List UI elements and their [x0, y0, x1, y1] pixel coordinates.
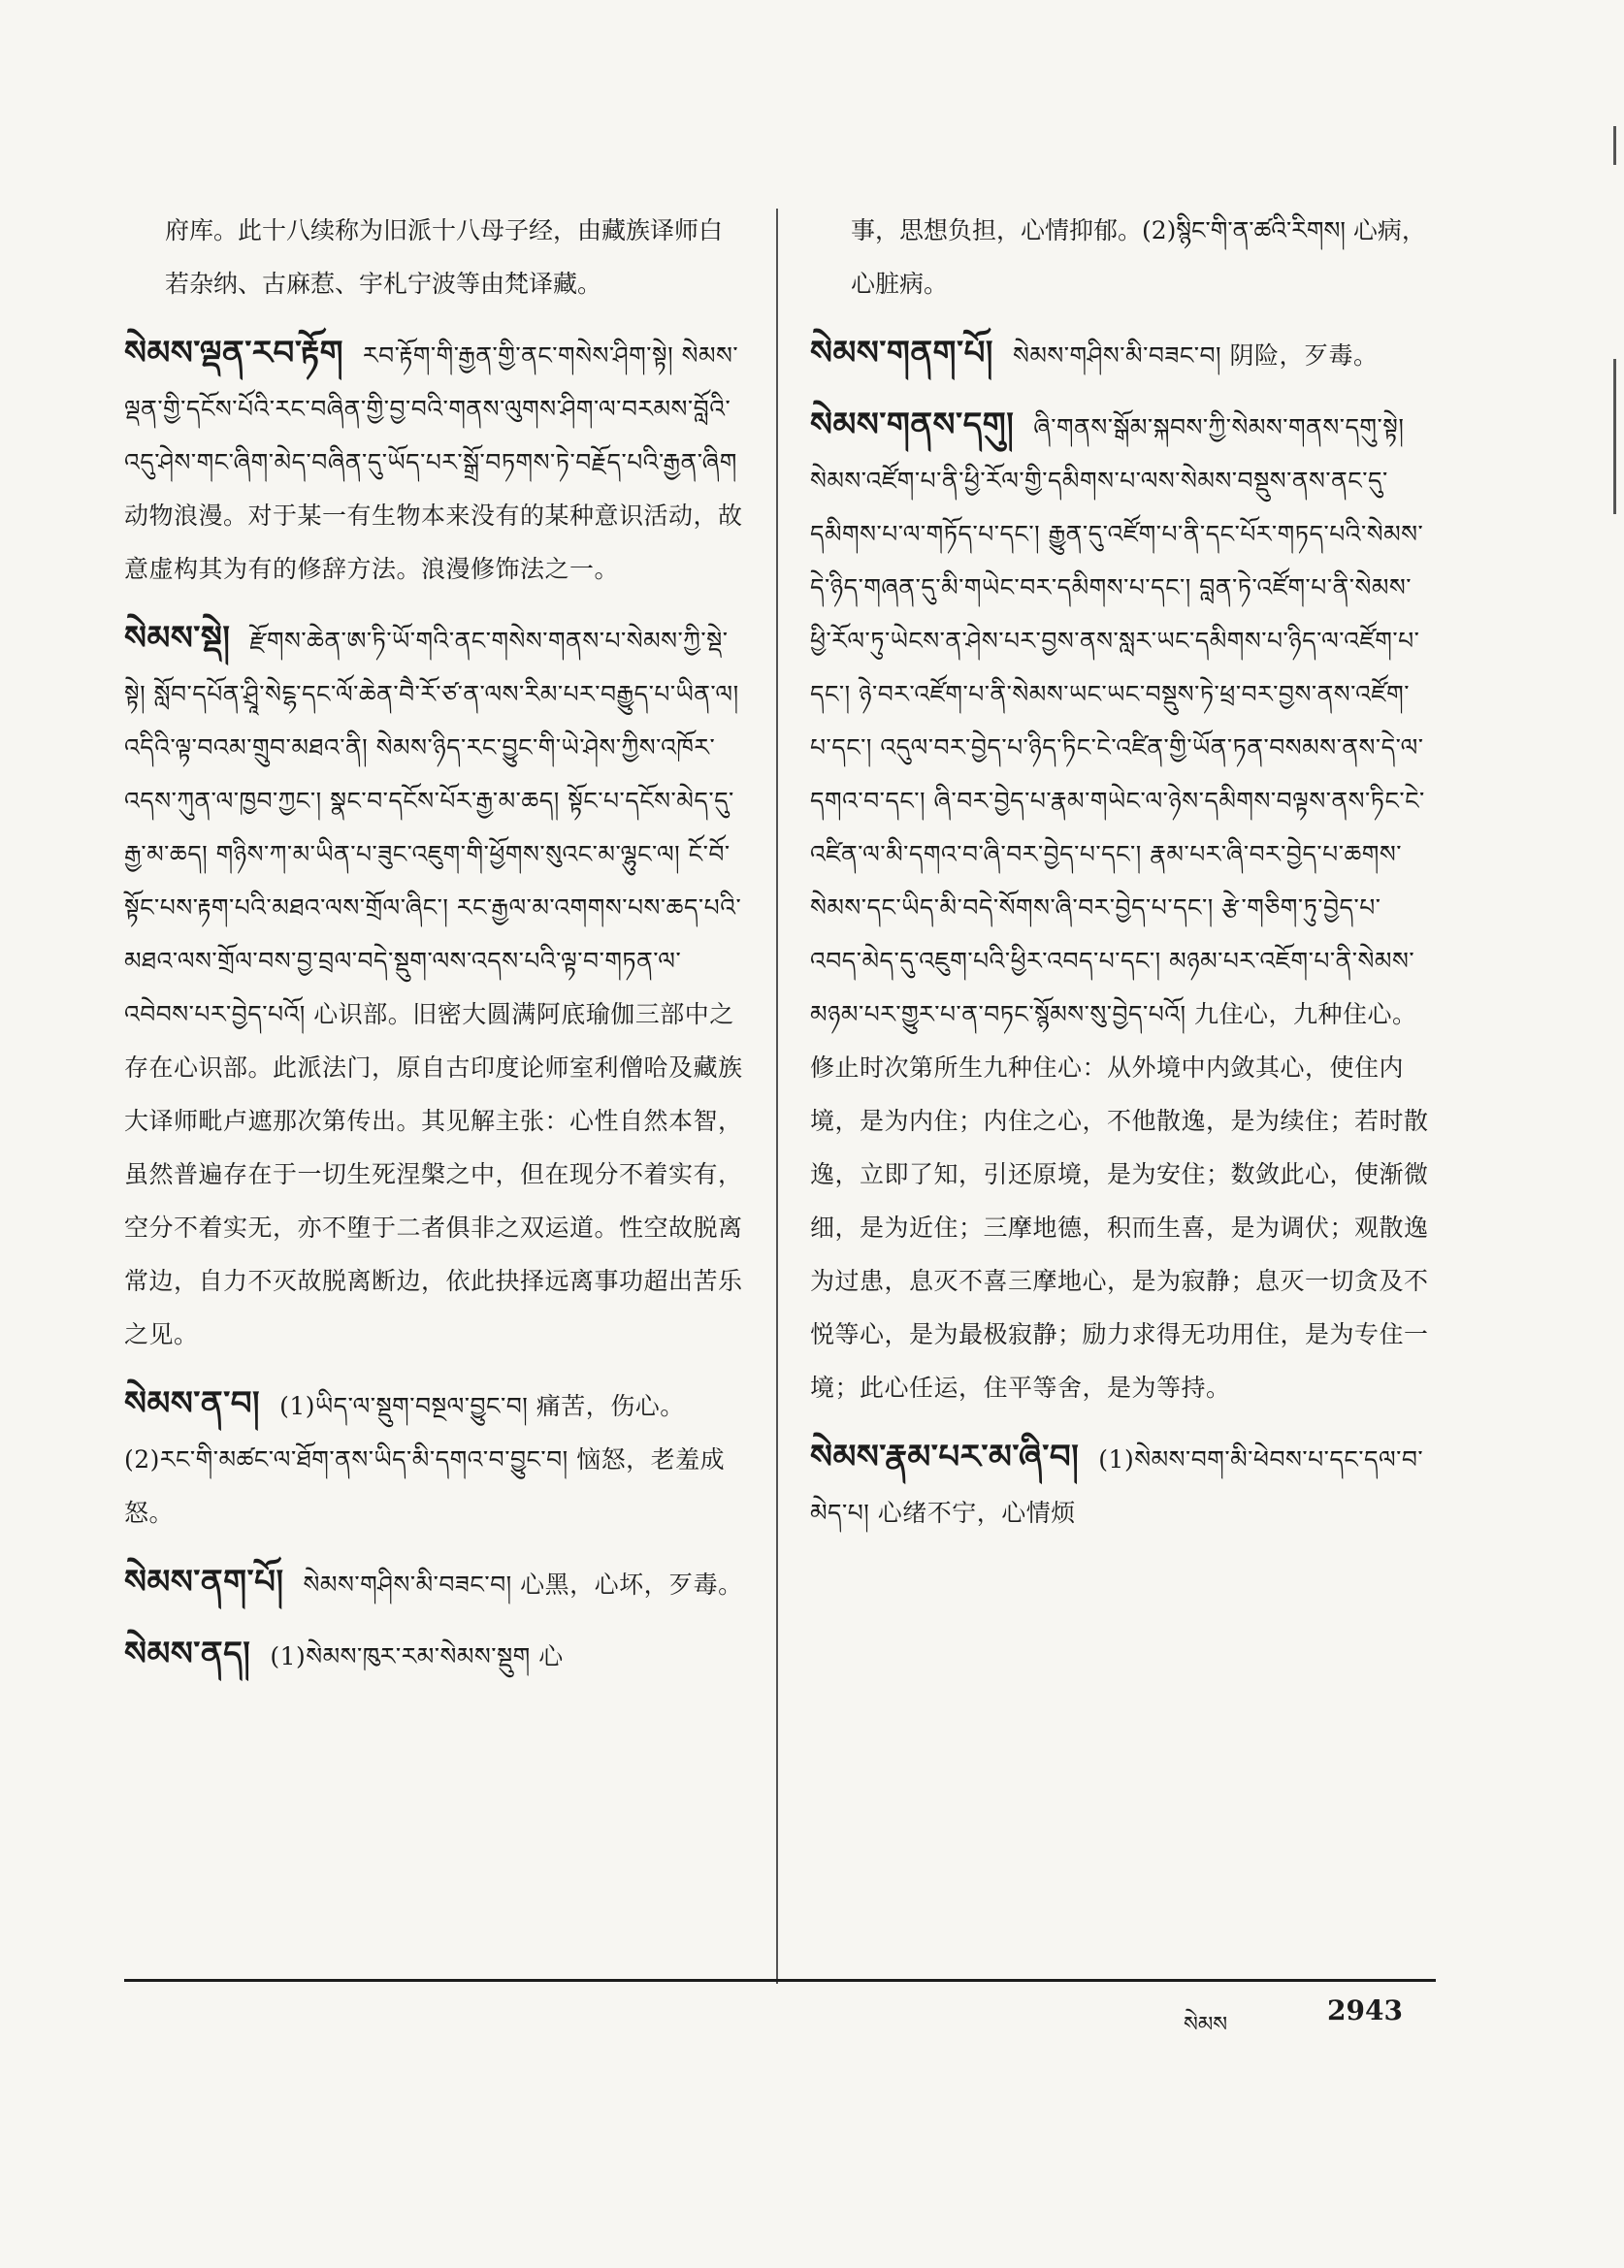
footer-rule [124, 1979, 1436, 1982]
entry [124, 1378, 745, 1539]
headword: སེམས་ནད། [124, 1635, 251, 1673]
headword: སེམས་ལྡན་རབ་རྟོག [124, 334, 344, 373]
entry [124, 1629, 745, 1683]
page-number: 2943 [1327, 1994, 1403, 2026]
headword: སེམས་རྣམ་པར་མ་ཞི་བ། [810, 1438, 1080, 1476]
entry-text: རྫོགས་ཆེན་ཨ་ཏི་ཡོ་གའི་ནང་གསེས་གནས་པ་སེམས་ཀྱི་སྡེ་སྟེ། སློབ་དཔོན་ཤྲཱི་སེངྷ་དང་ལོ་ཆེན་བཻ་རོ་ཙ་ན་ལས་རིམ་པར་བརྒྱུད་པ་ཡིན་ལ། འདིའི་ལྟ་བའམ་གྲུབ་མཐའ་ནི། སེམས་ཉིད་རང་བྱུང་གི་ཡེ་ཤེས་ཀྱིས་འཁོར་འདས་ཀུན་ལ་ཁྱབ་ཀྱང་། སྣང་བ་དངོས་པོར་རྒྱ་མ་ཆད། སྟོང་པ་དངོས་མེད་དུ་རྒྱ་མ་ཆད། གཉིས་ཀ་མ་ཡིན་པ་ཟུང་འཇུག་གི་ཕྱོགས་སུའང་མ་ལྷུང་ལ། ངོ་བོ་སྟོང་པས་རྟག་པའི་མཐའ་ལས་གྲོལ་ཞིང་། རང་རྒྱལ་མ་འགགས་པས་ཆད་པའི་མཐའ་ལས་གྲོལ་བས་བྱ་བྲལ་བདེ་སྡུག་ལས་འདས་པའི་ལྟ་བ་གཏན་ལ་འབེབས་པར་བྱེད་པའོ། 心识部。旧密大圆满阿底瑜伽三部中之存在心识部。此派法门，原自古印度论师室利僧哈及藏族大译师毗卢遮那次第传出。其见解主张：心性自然本智，虽然普遍存在于一切生死涅槃之中，但在现分不着实有，空分不着实无，亦不堕于二者俱非之双运道。性空故脱离常边，自力不灭故脱离断边，依此抉择远离事功超出苦乐之见。 [124, 627, 743, 1348]
entry-text: (1)ཡིད་ལ་སྡུག་བསྔལ་བྱུང་བ། 痛苦，伤心。(2)རང་གི་མཚང་ལ་ཐོག་ནས་ཡིད་མི་དགའ་བ་བྱུང་བ། 恼怒，老羞成怒。 [124, 1392, 726, 1527]
entry [124, 613, 745, 1361]
entry [810, 1432, 1431, 1539]
headword: སེམས་ནག་པོ། [124, 1563, 284, 1602]
headword: སེམས་གནག་པོ། [810, 334, 993, 373]
margin-mark [1613, 359, 1616, 514]
right-column [810, 204, 1431, 1557]
entry [810, 400, 1431, 1414]
entry [810, 328, 1431, 382]
entry-text: (1)སེམས་ཁུར་རམ་སེམས་སྡུག 心 [270, 1642, 564, 1670]
left-column [124, 204, 745, 1701]
entry-text: ཞི་གནས་སྒོམ་སྐབས་ཀྱི་སེམས་གནས་དགུ་སྟེ། སེམས་འཛོག་པ་ནི་ཕྱི་རོལ་གྱི་དམིགས་པ་ལས་སེམས་བསྡུས་ནས་ནང་དུ་དམིགས་པ་ལ་གཏོད་པ་དང་། རྒྱུན་དུ་འཛོག་པ་ནི་དང་པོར་གཏད་པའི་སེམས་དེ་ཉིད་གཞན་དུ་མི་གཡེང་བར་དམིགས་པ་དང་། བླན་ཏེ་འཛོག་པ་ནི་སེམས་ཕྱི་རོལ་ཏུ་ཡེངས་ན་ཤེས་པར་བྱས་ནས་སླར་ཡང་དམིགས་པ་ཉིད་ལ་འཛོག་པ་དང་། ཉེ་བར་འཛོག་པ་ནི་སེམས་ཡང་ཡང་བསྡུས་ཏེ་ཕྲ་བར་བྱས་ནས་འཛོག་པ་དང་། འདུལ་བར་བྱེད་པ་ཉིད་ཏིང་ངེ་འཛིན་གྱི་ཡོན་ཏན་བསམས་ནས་དེ་ལ་དགའ་བ་དང་། ཞི་བར་བྱེད་པ་རྣམ་གཡེང་ལ་ཉེས་དམིགས་བལྟས་ནས་ཏིང་ངེ་འཛིན་ལ་མི་དགའ་བ་ཞི་བར་བྱེད་པ་དང་། རྣམ་པར་ཞི་བར་བྱེད་པ་ཆགས་སེམས་དང་ཡིད་མི་བདེ་སོགས་ཞི་བར་བྱེད་པ་དང་། རྩེ་གཅིག་ཏུ་བྱེད་པ་འབད་མེད་དུ་འཇུག་པའི་ཕྱིར་འབད་པ་དང་། མཉམ་པར་འཇོག་པ་ནི་སེམས་མཉམ་པར་གྱུར་པ་ན་བཏང་སྙོམས་སུ་བྱེད་པའོ། 九住心，九种住心。修止时次第所生九种住心：从外境中内敛其心，使住内境，是为内住；内住之心，不他散逸，是为续住；若时散逸，立即了知，引还原境，是为安住；数敛此心，使渐微细，是为近住；三摩地德，积而生喜，是为调伏；观散逸为过患，息灭不喜三摩地心，是为寂静；息灭一切贪及不悦等心，是为最极寂静；励力求得无功用住，是为专住一境；此心任运，住平等舍，是为等持。 [810, 413, 1429, 1402]
margin-mark [1613, 126, 1616, 165]
headword: སེམས་ན་བ། [124, 1384, 261, 1423]
entry [124, 1557, 745, 1611]
entry [124, 328, 745, 596]
running-head: སེམས [1184, 2013, 1228, 2037]
headword: སེམས་གནས་དགུ། [810, 405, 1015, 444]
entry-text: རབ་རྟོག་གི་རྒྱན་གྱི་ནང་གསེས་ཤིག་སྟེ། སེམས་ལྡན་གྱི་དངོས་པོའི་རང་བཞིན་གྱི་བྱ་བའི་གནས་ལུགས་ཤིག་ལ་བརམས་བློའི་འདུ་ཤེས་གང་ཞིག་མེད་བཞིན་དུ་ཡོད་པར་སྒྲོ་བཏགས་ཏེ་བརྗོད་པའི་རྒྱན་ཞིག 动物浪漫。对于某一有生物本来没有的某种意识活动，故意虚构其为有的修辞方法。浪漫修饰法之一。 [124, 341, 743, 583]
entry-text: 事，思想负担，心情抑郁。(2)སྙིང་གི་ན་ཚའི་རིགས། 心病，心脏病。 [851, 216, 1426, 298]
entry-text: སེམས་གཤིས་མི་བཟང་བ། 阴险，歹毒。 [1012, 341, 1379, 370]
headword: སེམས་སྡེ། [124, 619, 231, 658]
entry-text: (1)སེམས་བག་མི་ཕེབས་པ་དང་དལ་བ་མེད་པ། 心绪不宁，心情烦 [810, 1445, 1424, 1527]
entry-continuation [124, 204, 745, 310]
entry-text: སེམས་གཤིས་མི་བཟང་བ། 心黑，心坏，歹毒。 [303, 1571, 743, 1599]
entry-text: 府库。此十八续称为旧派十八母子经，由藏族译师白若杂纳、古麻惹、宇札宁波等由梵译藏。 [165, 216, 724, 298]
column-divider [776, 209, 778, 1984]
entry-continuation [810, 204, 1431, 310]
